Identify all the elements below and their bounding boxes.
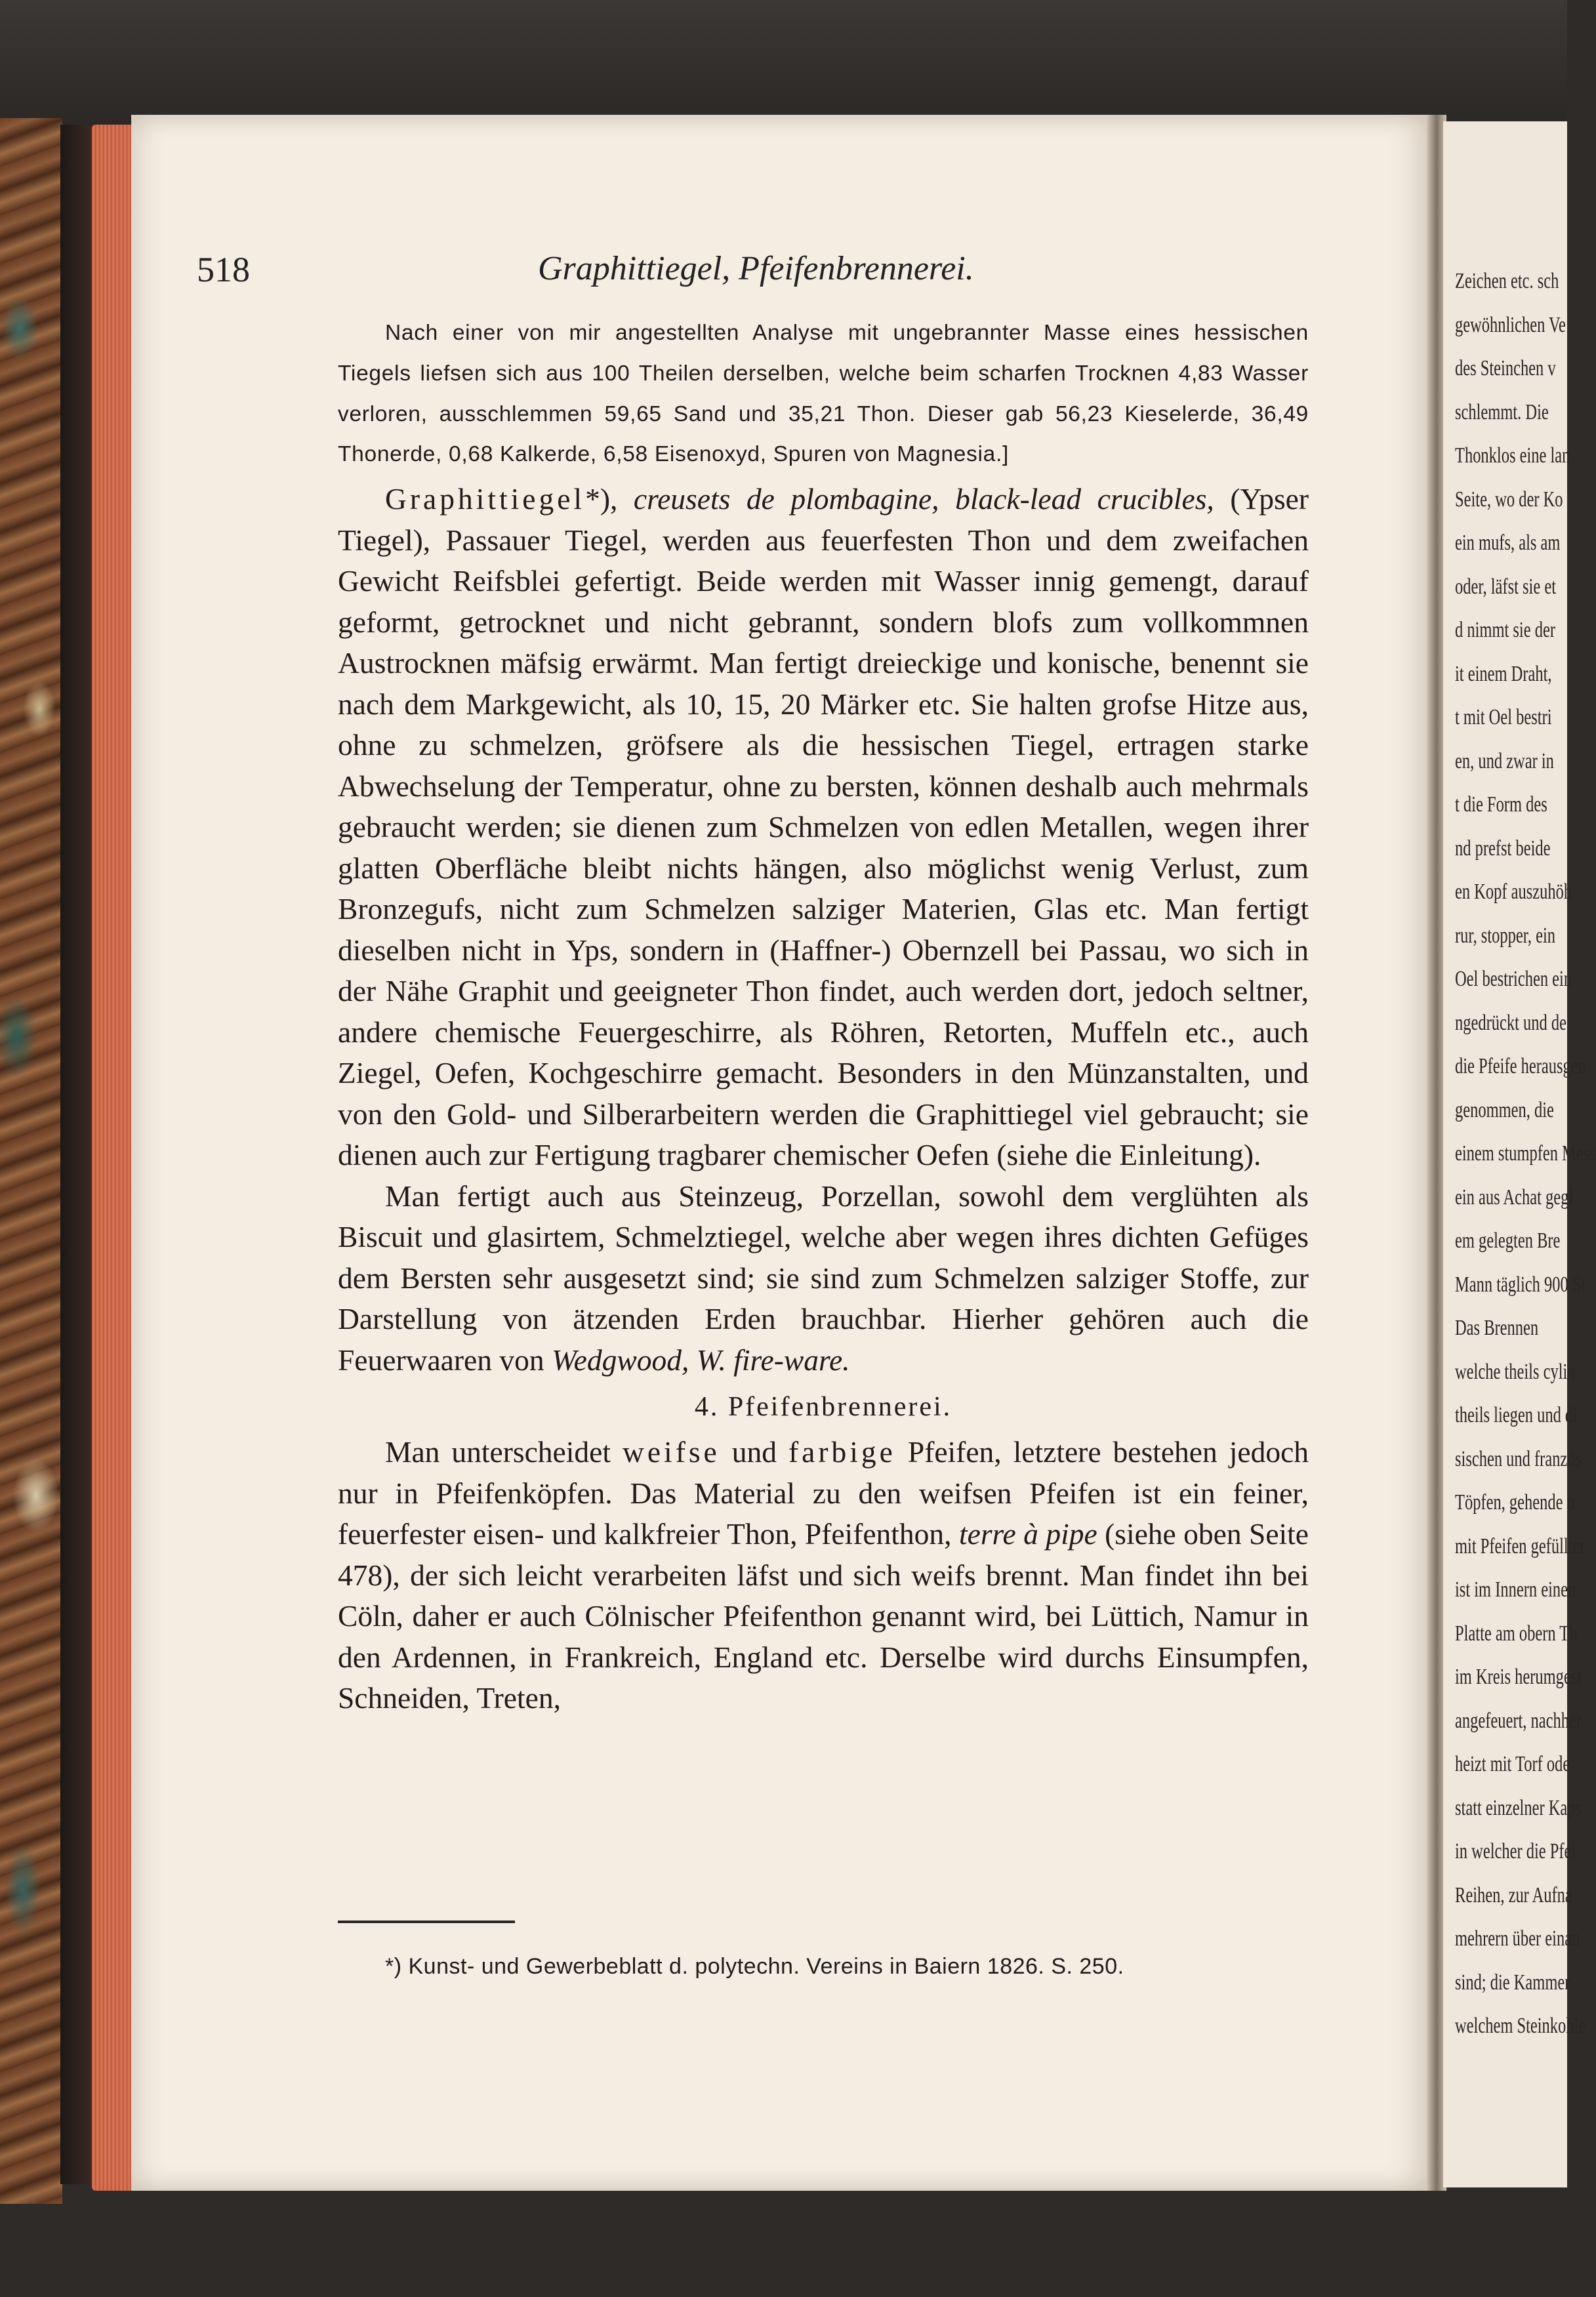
next-page-line: t die Form des (1455, 792, 1547, 817)
next-page-line: einem stumpfen Mess (1455, 1141, 1596, 1166)
running-title: Graphittiegel, Pfeifenbrennerei. (538, 250, 974, 287)
next-page-line: genommen, die (1455, 1097, 1554, 1122)
next-page-line: ein aus Achat gegl (1455, 1185, 1574, 1209)
next-page-line: Thonklos eine lan (1455, 443, 1570, 468)
next-page-line: theils liegen und di (1455, 1403, 1578, 1427)
wedgwood-term: Wedgwood, W. fire-ware. (551, 1343, 850, 1377)
page-number: 518 (197, 250, 250, 289)
term-farbige: farbige (788, 1435, 896, 1469)
binding-shadow (60, 125, 93, 2184)
term-weisse: weifse (623, 1435, 720, 1469)
next-page-line: ngedrückt und de (1455, 1010, 1566, 1035)
footnote-rule (338, 1921, 515, 1923)
next-page-line: t mit Oel bestri (1455, 705, 1552, 729)
next-page-line: angefeuert, nachher (1455, 1708, 1582, 1733)
next-page-line: Das Brennen (1455, 1316, 1539, 1340)
footnote-marker: *), (585, 482, 634, 516)
steinzeug-text: Man fertigt auch aus Steinzeug, Porzellan, sowohl dem verglühten als Biscuit und glasirtem, Schmelztiegel, welche aber wegen ihres dichten Gefüges dem Bersten sehr ausgesetzt sind; sie sind zum Schmelzen salziger Stoffe, zur Darstellung von ätzenden Erden brauchbar. Hierher gehören auch die Feuerwaaren von (338, 1179, 1309, 1377)
next-page-line: des Steinchen v (1455, 356, 1556, 380)
next-page-line: welche theils cylin (1455, 1359, 1576, 1384)
next-page-line: in welcher die Pfei (1455, 1839, 1576, 1863)
pfeifen-text-c: (siehe oben Seite 478), der sich leicht verarbeiten läfst und sich weifs brennt. Man findet ihn bei Cöln, daher er auch Cölnischer Pfeifenthon genannt wird, bei Lüttich, Namur in den Ardennen, in Frankreich, England etc. Derselbe wird durchs Einsumpfen, Schneiden, Treten, (338, 1517, 1309, 1715)
next-page-line: oder, läfst sie et (1455, 574, 1557, 599)
next-page-line: Töpfen, gehende o (1455, 1490, 1575, 1514)
graphittiegel-paragraph (338, 479, 1309, 1176)
pfeifen-text-a: Man unterscheidet (385, 1435, 623, 1469)
page-header (0, 249, 1567, 295)
next-page-line: Mann täglich 900 St (1455, 1272, 1586, 1297)
next-page-line: Seite, wo der Ko (1455, 487, 1563, 512)
analysis-paragraph: Nach einer von mir angestellten Analyse mit ungebrannter Masse eines hessischen Tiegels liefsen sich aus 100 Theilen derselben, welche beim scharfen Trocknen 4,83 Wasser verloren, ausschlemmen 59,65 Sand und 35,21 Thon. Dieser gab 56,23 Kieselerde, 36,49 Thonerde, 0,68 Kalkerde, 6,58 Eisenoxyd, Spuren von Magnesia.] (338, 321, 1309, 467)
next-page-line: Reihen, zur Aufna (1455, 1882, 1572, 1907)
backdrop (0, 0, 1567, 125)
next-page-line: welchem Steinkohle (1455, 2014, 1586, 2038)
next-page-line: sischen und französ (1455, 1446, 1582, 1471)
next-page-line: schlemmt. Die (1455, 399, 1549, 424)
page-body (338, 313, 1309, 1719)
term-graphittiegel: Graphittiegel (385, 482, 586, 516)
marbled-book-edge (0, 118, 62, 2204)
next-page-line: mit Pfeifen gefüllter (1455, 1534, 1586, 1558)
pfeifen-paragraph (338, 1432, 1309, 1719)
term-terre-a-pipe: terre à pipe (958, 1517, 1097, 1551)
next-page-line: Platte am obern Th (1455, 1621, 1578, 1646)
next-page-line: en, und zwar in (1455, 748, 1554, 773)
next-page-line: en Kopf auszuhöh (1455, 880, 1572, 904)
next-page-line: mehrern über einan (1455, 1926, 1580, 1951)
next-page-line: nd prefst beide (1455, 836, 1551, 861)
graphittiegel-text: (Ypser Tiegel), Passauer Tiegel, werden aus feuerfesten Thon und dem zweifachen Gewicht Reifsblei gefertigt. Beide werden mit Wasser innig gemengt, darauf geformt, getrocknet und nicht gebrannt, sondern blofs zum vollkommnen Austrocknen mäfsig erwärmt. Man fertigt dreieckige und konische, benennt sie nach dem Markgewicht, als 10, 15, 20 Märker etc. Sie halten grofse Hitze aus, ohne zu schmelzen, gröfsere als die hessischen Tiegel, ertragen starke Abwechselung der Temperatur, ohne zu bersten, können deshalb auch mehrmals gebraucht werden; sie dienen zum Schmelzen von edlen Metallen, wegen ihrer glatten Oberfläche bleibt nichts hängen, also möglichst wenig Verlust, zum Bronzegufs, nicht zum Schmelzen salziger Materien, Glas etc. Man fertigt dieselben nicht in Yps, sondern in (Haffner-) Obernzell bei Passau, wo sich in der Nähe Graphit und geeigneter Thon findet, auch werden dort, jedoch seltner, andere chemische Feuergeschirre, als Röhren, Retorten, Muffeln etc., auch Ziegel, Oefen, Kochgeschirre gemacht. Besonders in den Münzanstalten, und von den Gold- und Silberarbeitern werden die Graphittiegel viel gebraucht; sie dienen auch zur Fertigung tragbarer chemischer Oefen (siehe die Einleitung). (338, 482, 1309, 1172)
next-page-line: ist im Innern einen (1455, 1577, 1576, 1602)
next-page-line: sind; die Kammer (1455, 1970, 1570, 1995)
pfeifen-text-und: und (720, 1435, 789, 1469)
next-page-line: em gelegten Bre (1455, 1229, 1561, 1253)
french-english-terms: creusets de plombagine, black-lead crucibles, (633, 482, 1214, 516)
pfeifen-text-b: Pfeifen, letztere bestehen jedoch nur in Pfeifenköpfen. Das Material zu den weifsen Pfeifen ist ein feiner, feuerfester eisen- und kalkfreier Thon, Pfeifenthon, (338, 1435, 1309, 1551)
footnote: *) Kunst- und Gewerbeblatt d. polytechn. Vereins in Baiern 1826. S. 250. (385, 1954, 1124, 1979)
next-page-line: im Kreis herumgest (1455, 1665, 1582, 1689)
right-page-fragment (1443, 121, 1596, 2187)
next-page-line: rur, stopper, ein (1455, 923, 1556, 948)
next-page-line: gewöhnlichen Ve (1455, 312, 1566, 337)
red-page-edges (92, 125, 134, 2191)
next-page-line: it einem Draht, (1455, 661, 1552, 686)
next-page-line: heizt mit Torf ode (1455, 1752, 1570, 1776)
steinzeug-paragraph (338, 1176, 1309, 1381)
next-page-line: Oel bestrichen ein (1455, 967, 1572, 991)
next-page-line: Zeichen etc. sch (1455, 269, 1559, 293)
next-page-line: d nimmt sie der (1455, 618, 1555, 642)
section-heading: 4. Pfeifenbrennerei. (694, 1392, 952, 1423)
next-page-line: die Pfeife herausgen (1455, 1054, 1586, 1078)
next-page-line: ein mufs, als am (1455, 531, 1561, 555)
next-page-line: statt einzelner Kaps (1455, 1795, 1582, 1820)
